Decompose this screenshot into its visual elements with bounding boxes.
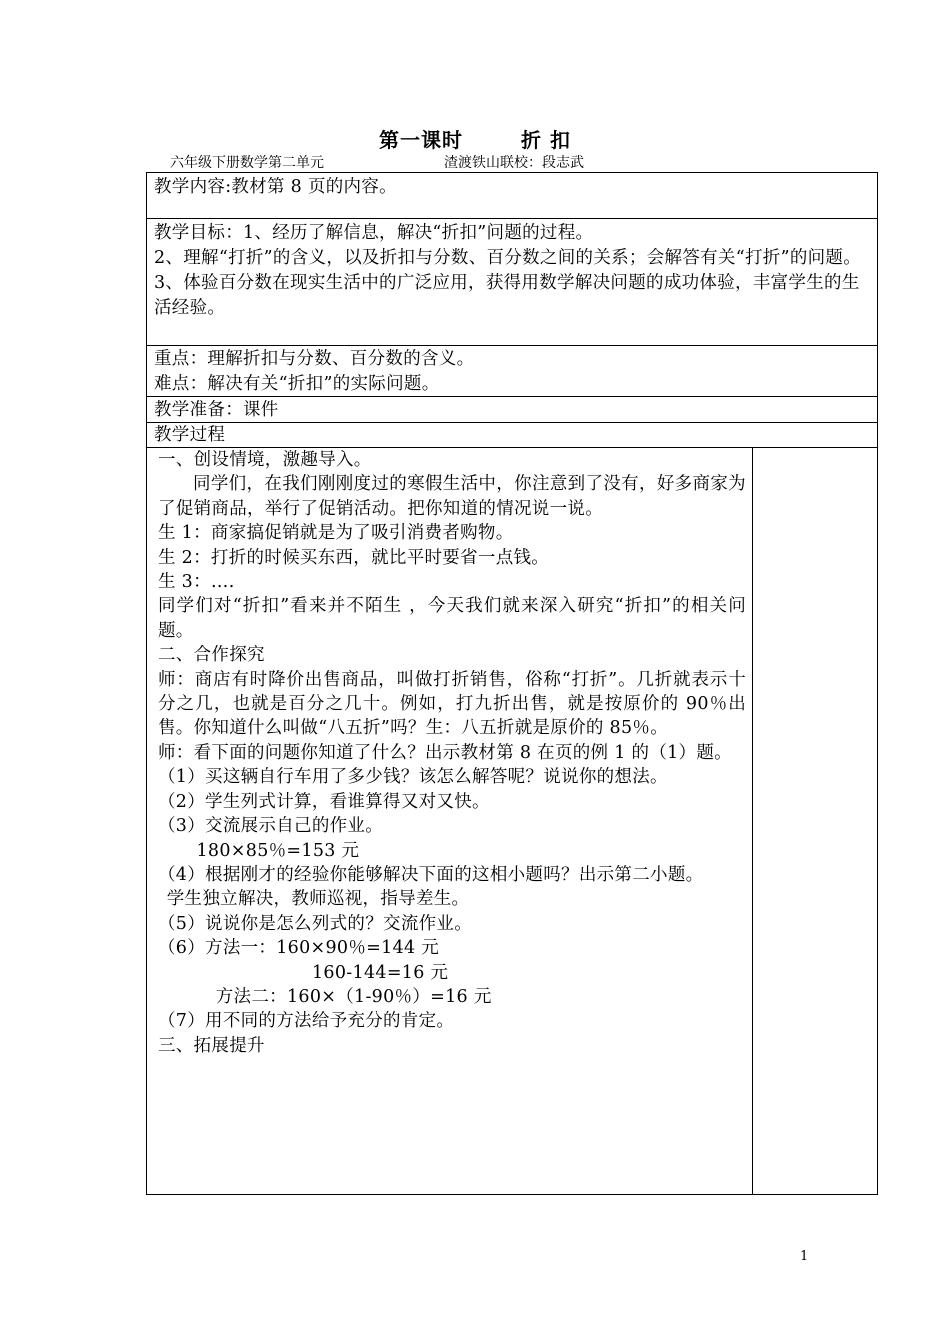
student-answer: 生 1：商家搞促销就是为了吸引消费者购物。 bbox=[158, 523, 514, 544]
formula: 180×85％=153 元 bbox=[196, 840, 360, 861]
goals-row bbox=[146, 219, 878, 344]
paragraph: 同学们对“折扣”看来并不陌生 ，今天我们就来深入研究“折扣”的相关问题。 bbox=[158, 596, 746, 641]
page-number: 1 bbox=[800, 1249, 809, 1264]
paragraph: 学生独立解决，教师巡视，指导差生。 bbox=[166, 889, 470, 910]
step-item: （6）方法一：160×90％=144 元 bbox=[158, 938, 440, 959]
student-answer: 生 3：…. bbox=[158, 572, 235, 593]
step-item: （7）用不同的方法给予充分的肯定。 bbox=[158, 1011, 455, 1032]
formula: 方法二：160×（1-90％）=16 元 bbox=[215, 986, 492, 1007]
formula: 160-144=16 元 bbox=[312, 962, 449, 983]
paragraph: 同学们，在我们刚刚度过的寒假生活中，你注意到了没有，好多商家为了促销商品，举行了促销活动。把你知道的情况说一说。 bbox=[158, 474, 746, 519]
author: 渣渡铁山联校：段志武 bbox=[444, 155, 584, 171]
lesson-topic: 折 扣 bbox=[521, 128, 571, 152]
section-heading: 三、拓展提升 bbox=[158, 1035, 265, 1056]
content-row: 教学内容:教材第 8 页的内容。 bbox=[154, 177, 397, 197]
goal-2: 2、理解“打折”的含义，以及折扣与分数、百分数之间的关系；会解答有关“打折”的问题。 bbox=[154, 248, 862, 268]
paragraph: 师：商店有时降价出售商品，叫做打折销售，俗称“打折”。几折就表示十分之几，也就是百分之几十。例如，打九折出售，就是按原价的 90％出售。你知道什么叫做“八五折”吗？生：八五折就是原价的 85％。 bbox=[158, 669, 746, 739]
student-answer: 生 2：打折的时候买东西，就比平时要省一点钱。 bbox=[158, 547, 550, 568]
step-item: （4）根据刚才的经验你能够解决下面的这相小题吗？出示第二小题。 bbox=[158, 864, 704, 885]
goal-3: 3、体验百分数在现实生活中的广泛应用，获得用数学解决问题的成功体验，丰富学生的生活经验。 bbox=[154, 273, 860, 318]
step-item: （3）交流展示自己的作业。 bbox=[158, 816, 384, 837]
difficult-point: 难点：解决有关“折扣”的实际问题。 bbox=[154, 374, 440, 394]
step-item: （2）学生列式计算，看谁算得又对又快。 bbox=[158, 791, 490, 812]
process-heading: 教学过程 bbox=[154, 425, 226, 445]
page-title bbox=[0, 124, 950, 153]
grade-unit: 六年级下册数学第二单元 bbox=[170, 155, 324, 171]
goal-1: 教学目标：1、经历了解信息，解决“折扣”问题的过程。 bbox=[154, 223, 594, 243]
lesson-label: 第一课时 bbox=[379, 128, 464, 152]
key-point: 重点：理解折扣与分数、百分数的含义。 bbox=[154, 349, 475, 369]
section-heading: 一、创设情境，激趣导入。 bbox=[158, 450, 372, 470]
section-heading: 二、合作探究 bbox=[158, 645, 265, 666]
step-item: （5）说说你是怎么列式的？交流作业。 bbox=[158, 913, 473, 934]
notes-column-divider bbox=[752, 447, 753, 1195]
process-content bbox=[146, 448, 752, 1058]
paragraph: 师：看下面的问题你知道了什么？出示教材第 8 在页的例 1 的（1）题。 bbox=[158, 742, 732, 763]
step-item: （1）买这辆自行车用了多少钱？该怎么解答呢？说说你的想法。 bbox=[158, 767, 668, 788]
preparation-row: 教学准备：课件 bbox=[154, 400, 279, 420]
key-points-row bbox=[146, 345, 878, 395]
